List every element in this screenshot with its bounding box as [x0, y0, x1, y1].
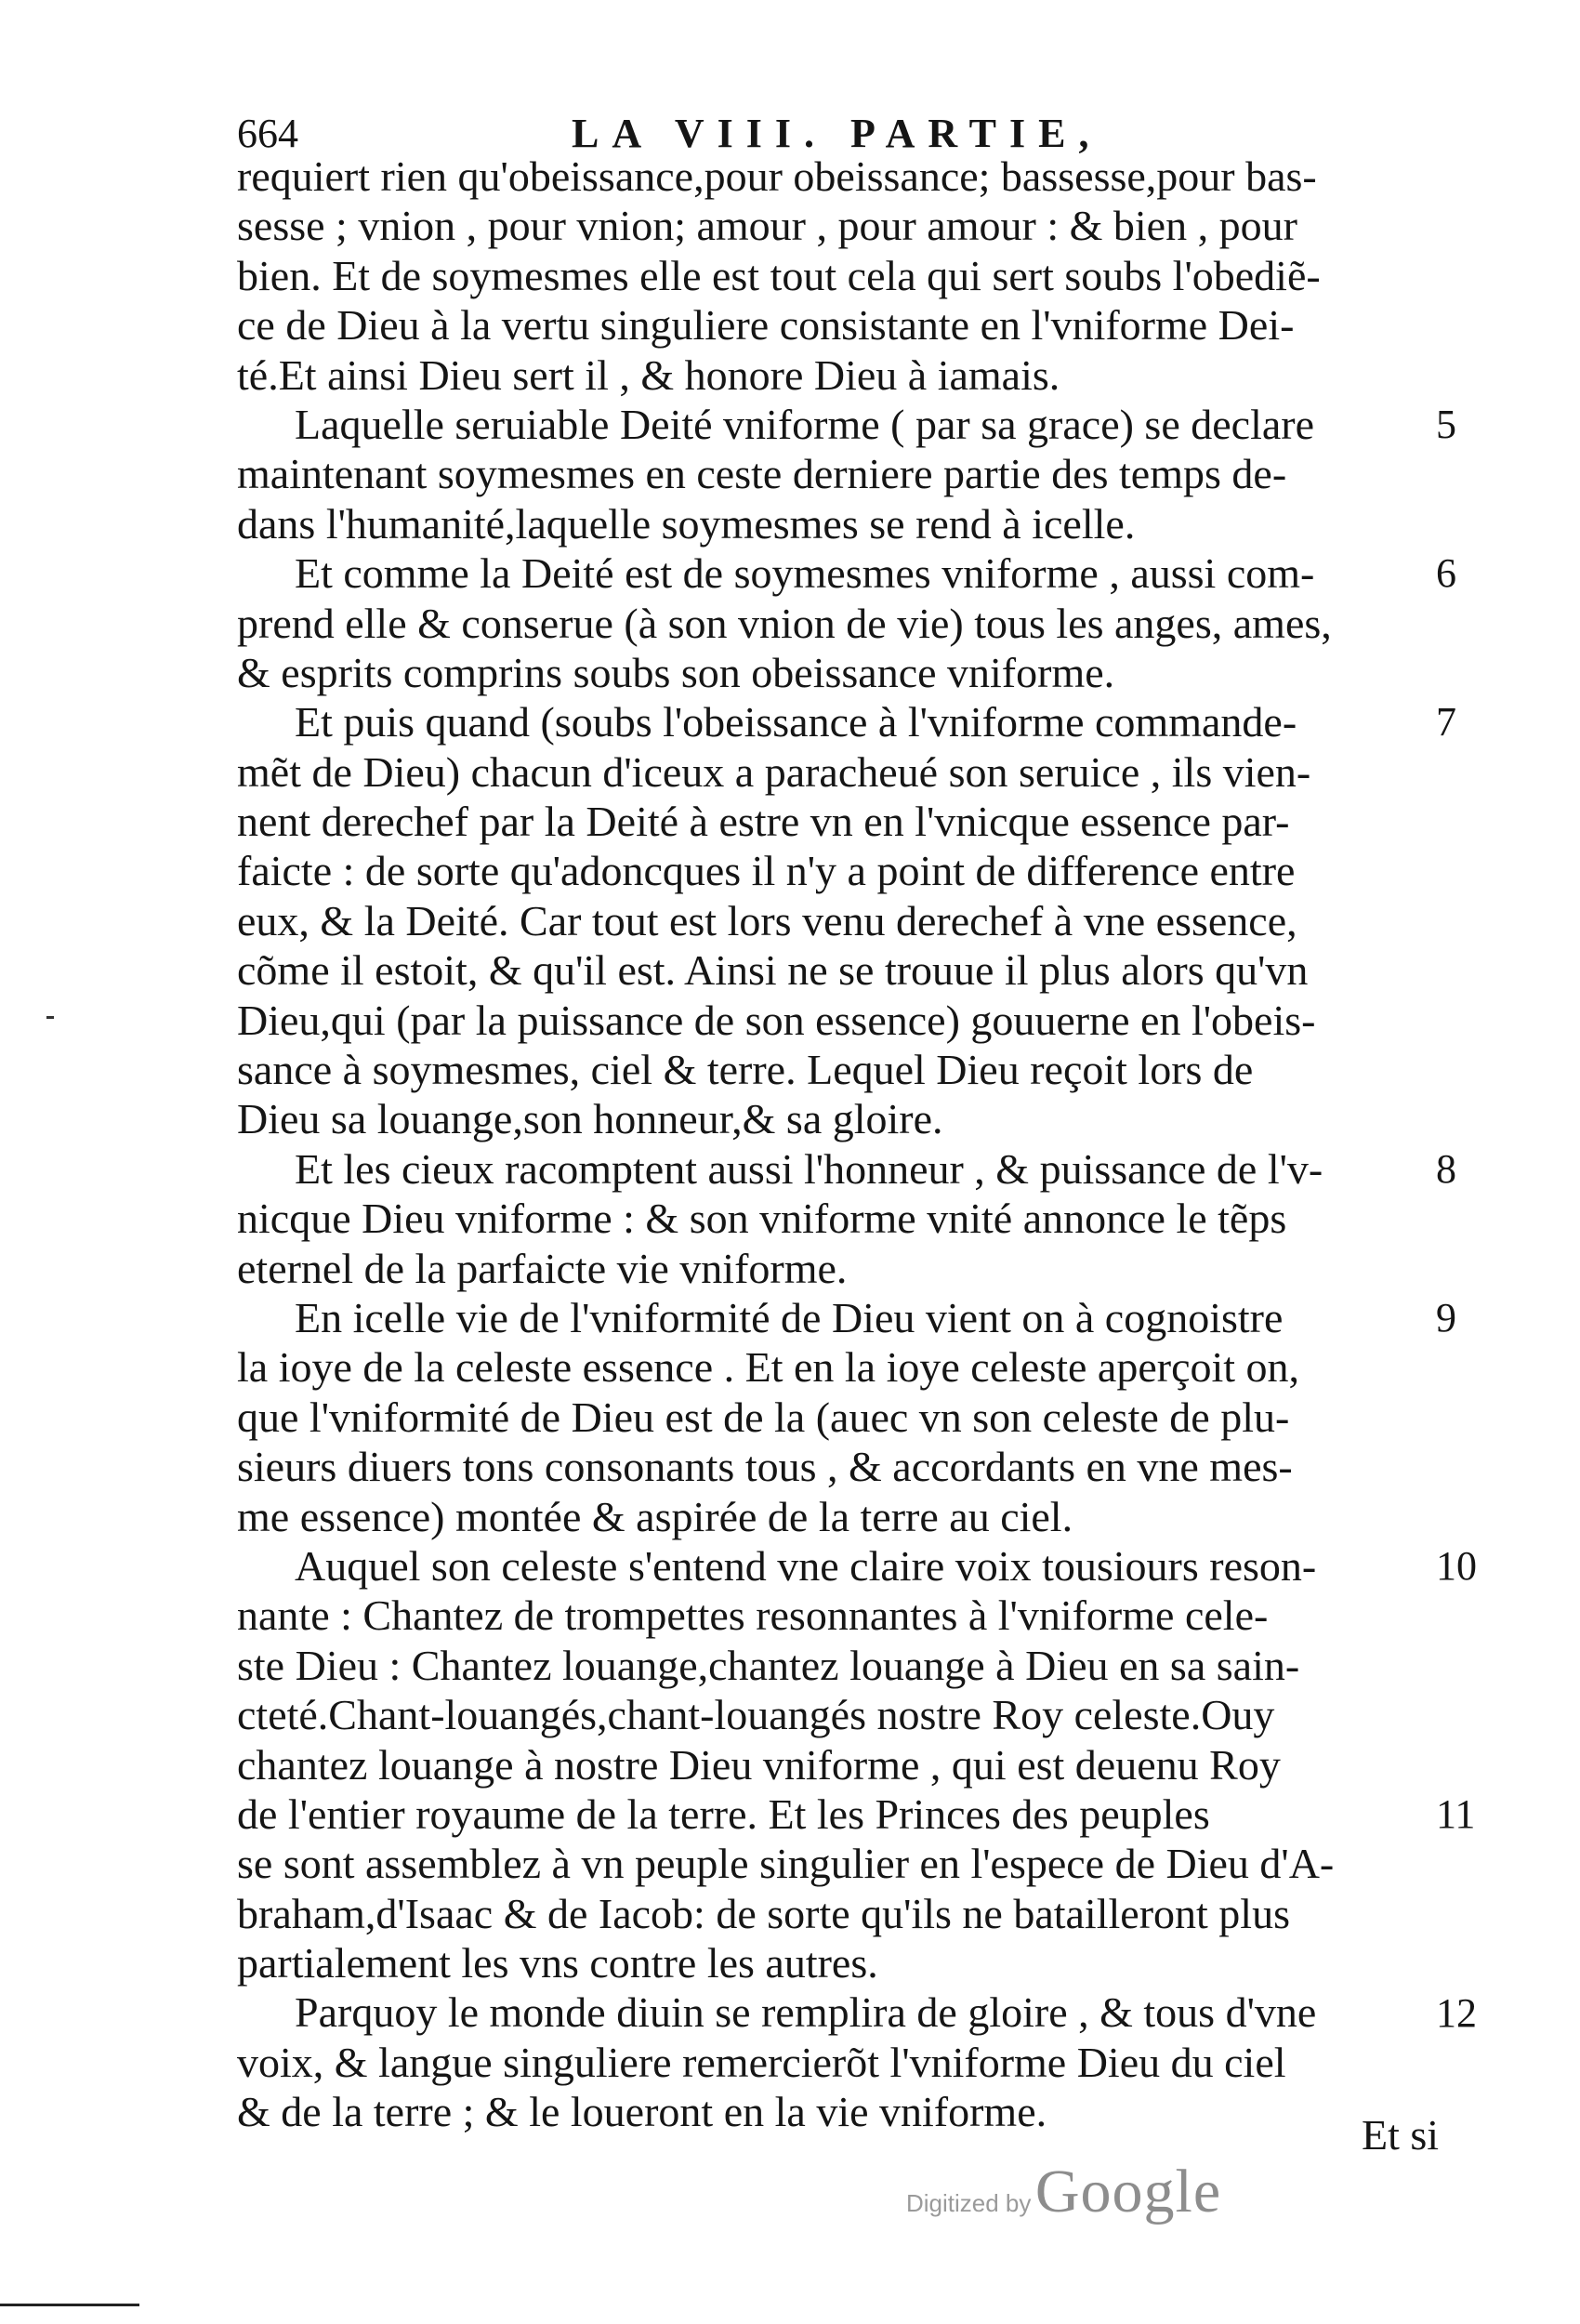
paragraph-start-line: Parquoy le monde diuin se remplira de gloire , & tous d'vne: [295, 1988, 1317, 2037]
text-line: ce de Dieu à la vertu singuliere consistante en l'vniforme Dei-: [237, 301, 1295, 350]
text-line: prend elle & conserue (à son vnion de vie) tous les anges, ames,: [237, 599, 1332, 647]
stray-mark: [46, 1016, 54, 1019]
paragraph-start-line: Et les cieux racomptent aussi l'honneur , & puissance de l'v-: [295, 1144, 1323, 1193]
google-logo: Google: [1034, 2158, 1222, 2225]
text-line: sance à soymesmes, ciel & terre. Lequel Dieu reçoit lors de: [237, 1046, 1254, 1094]
section-title: LA VIII. PARTIE,: [572, 111, 1102, 156]
digitized-label: Digitized by: [906, 2189, 1032, 2217]
verse-number: 7: [1436, 699, 1456, 745]
text-line: requiert rien qu'obeissance,pour obeissance; bassesse,pour bas-: [237, 152, 1317, 200]
text-line: me essence) montée & aspirée de la terre au ciel.: [237, 1492, 1073, 1540]
text-line: de l'entier royaume de la terre. Et les Princes des peuples: [237, 1789, 1210, 1838]
text-line: sieurs diuers tons consonants tous , & accordants en vne mes-: [237, 1443, 1293, 1491]
text-line: eternel de la parfaicte vie vniforme.: [237, 1244, 848, 1292]
text-line: Dieu sa louange,son honneur,& sa gloire.: [237, 1095, 943, 1143]
text-line: & esprits comprins soubs son obeissance vniforme.: [237, 648, 1115, 696]
text-line: braham,d'Isaac & de Iacob: de sorte qu'ils ne batailleront plus: [237, 1889, 1290, 1937]
verse-number: 12: [1436, 1990, 1477, 2036]
catchword: Et si: [1362, 2111, 1440, 2159]
text-line: partialement les vns contre les autres.: [237, 1939, 878, 1987]
text-line: voix, & langue singuliere remercierõt l'vniforme Dieu du ciel: [237, 2038, 1286, 2086]
paragraph-start-line: Auquel son celeste s'entend vne claire voix tousiours reson-: [295, 1541, 1317, 1590]
verse-number: 11: [1436, 1791, 1476, 1837]
digitized-by-google-watermark: [906, 2157, 1221, 2231]
text-line: la ioye de la celeste essence . Et en la ioye celeste aperçoit on,: [237, 1343, 1300, 1392]
text-line: & de la terre ; & le loueront en la vie vniforme.: [237, 2088, 1047, 2136]
paragraph-start-line: Laquelle seruiable Deité vniforme ( par sa grace) se declare: [295, 400, 1315, 448]
paragraph-start-line: Et puis quand (soubs l'obeissance à l'vniforme commande-: [295, 698, 1297, 746]
text-line: dans l'humanité,laquelle soymesmes se rend à icelle.: [237, 499, 1136, 548]
text-line: sesse ; vnion , pour vnion; amour , pour amour : & bien , pour: [237, 202, 1297, 250]
paragraph-start-line: Et comme la Deité est de soymesmes vniforme , aussi com-: [295, 549, 1315, 598]
text-line: maintenant soymesmes en ceste derniere partie des temps de-: [237, 450, 1287, 498]
text-line: cteté.Chant-louangés,chant-louangés nostre Roy celeste.Ouy: [237, 1691, 1275, 1739]
page-number: 664: [237, 111, 298, 156]
text-line: nent derechef par la Deité à estre vn en l'vnicque essence par-: [237, 798, 1290, 846]
text-line: té.Et ainsi Dieu sert il , & honore Dieu à iamais.: [237, 350, 1060, 399]
text-line: eux, & la Deité. Car tout est lors venu derechef à vne essence,: [237, 896, 1297, 944]
verse-number: 5: [1436, 402, 1456, 447]
verse-number: 8: [1436, 1146, 1456, 1192]
verse-number: 10: [1436, 1543, 1477, 1589]
text-line: que l'vniformité de Dieu est de la (auec vn son celeste de plu-: [237, 1393, 1290, 1441]
text-line: Dieu,qui (par la puissance de son essence) gouuerne en l'obeis-: [237, 996, 1316, 1044]
text-line: faicte : de sorte qu'adoncques il n'y a point de difference entre: [237, 847, 1296, 895]
text-line: nicque Dieu vniforme : & son vniforme vnité annonce le tẽps: [237, 1195, 1287, 1243]
text-line: chantez louange à nostre Dieu vniforme , qui est deuenu Roy: [237, 1740, 1281, 1789]
verse-number: 9: [1436, 1295, 1456, 1340]
verse-number: 6: [1436, 550, 1456, 596]
text-line: se sont assemblez à vn peuple singulier en l'espece de Dieu d'A-: [237, 1840, 1335, 1888]
body-text: [237, 152, 1436, 2137]
text-line: bien. Et de soymesmes elle est tout cela qui sert soubs l'obediẽ-: [237, 251, 1321, 299]
text-line: mẽt de Dieu) chacun d'iceux a paracheué son seruice , ils vien-: [237, 747, 1311, 796]
text-line: ste Dieu : Chantez louange,chantez louange à Dieu en sa sain-: [237, 1641, 1300, 1689]
bottom-rule: [0, 2304, 139, 2306]
text-line: nante : Chantez de trompettes resonnantes à l'vniforme cele-: [237, 1591, 1269, 1640]
paragraph-start-line: En icelle vie de l'vniformité de Dieu vient on à cognoistre: [295, 1293, 1284, 1341]
text-line: cõme il estoit, & qu'il est. Ainsi ne se trouue il plus alors qu'vn: [237, 946, 1309, 995]
